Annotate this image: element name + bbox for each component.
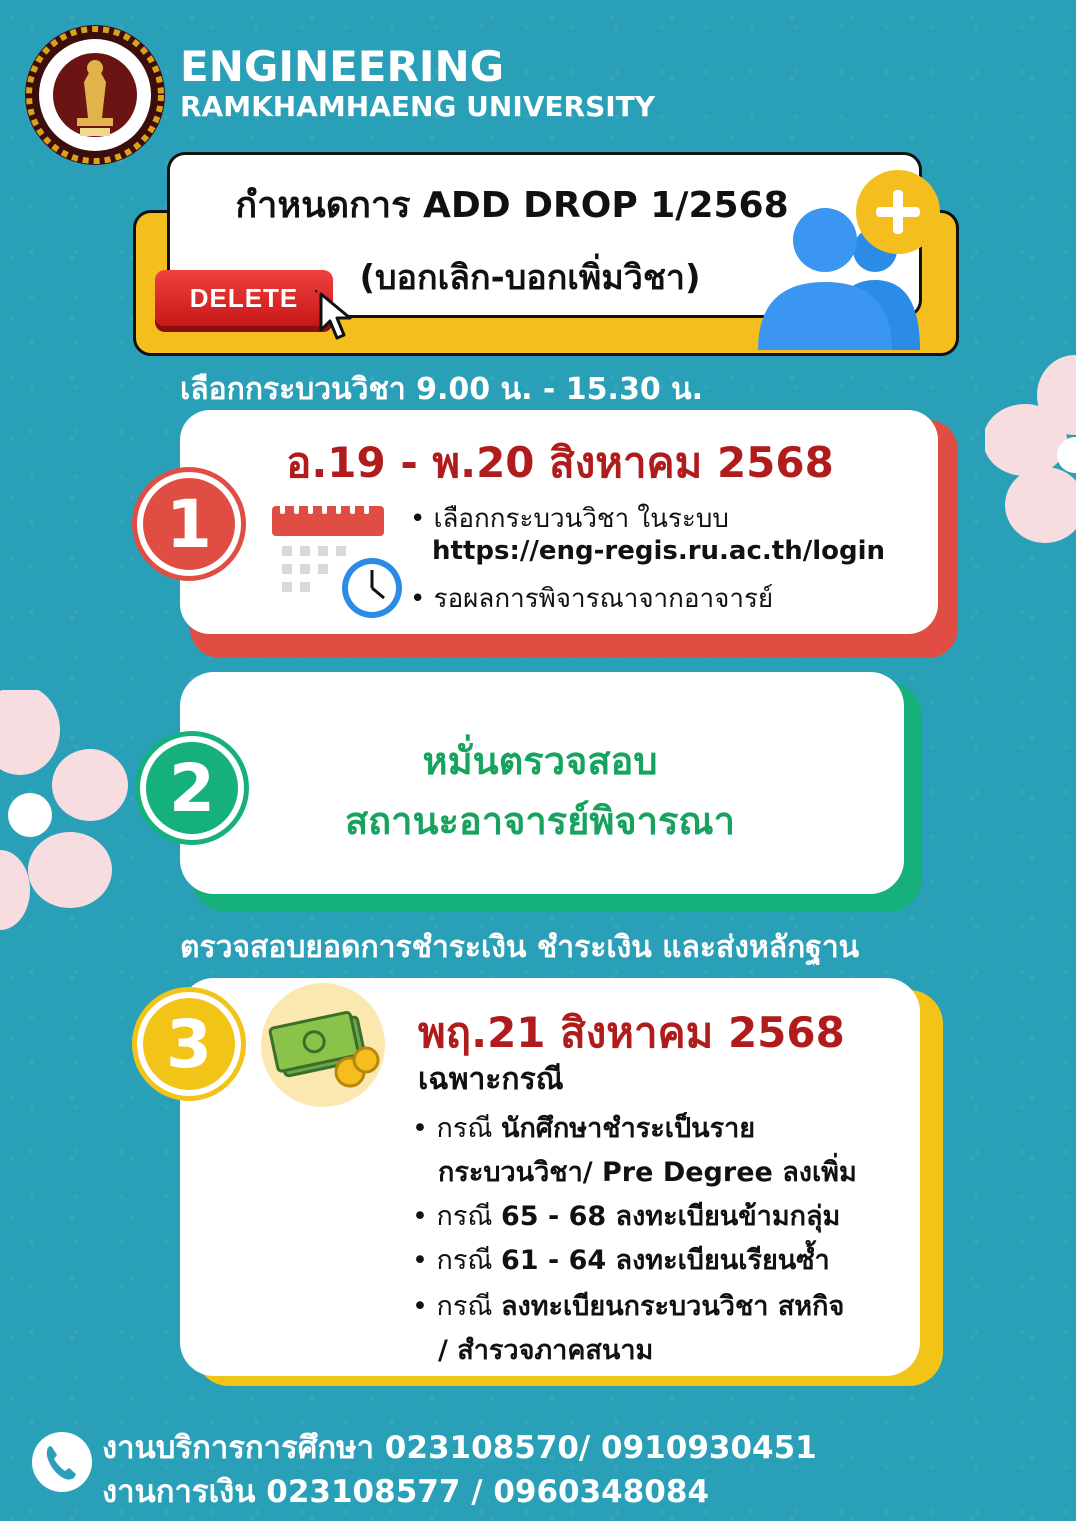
calendar-clock-icon bbox=[268, 498, 408, 622]
add-users-icon bbox=[750, 170, 950, 350]
case-prefix: • กรณี bbox=[412, 1201, 501, 1232]
step2-heading: หมั่นตรวจสอบ bbox=[422, 739, 658, 783]
flower-decoration-left bbox=[0, 690, 130, 940]
flower-decoration-right bbox=[985, 355, 1076, 555]
case-text: ลงทะเบียนกระบวนวิชา สหกิจ bbox=[501, 1291, 845, 1322]
step3-case-item bbox=[412, 1194, 840, 1237]
step2-subheading: สถานะอาจารย์พิจารณา bbox=[344, 799, 736, 843]
education-service-contact: งานบริการการศึกษา 023108570/ 0910930451 bbox=[102, 1430, 817, 1466]
step3-case-item bbox=[412, 1106, 755, 1149]
case-text: / สำรวจภาคสนาม bbox=[438, 1335, 654, 1366]
step1-bullet-wait: • รอผลการพิจารณาจากอาจารย์ bbox=[410, 584, 774, 614]
phone-icon bbox=[30, 1430, 94, 1494]
step1-number-badge: 1 bbox=[137, 472, 241, 576]
finance-contact: งานการเงิน 023108577 / 0960348084 bbox=[102, 1474, 710, 1510]
money-icon bbox=[258, 980, 388, 1110]
step3-only-case: เฉพาะกรณี bbox=[418, 1062, 564, 1097]
brand-title: ENGINEERING bbox=[180, 42, 505, 91]
page-subtitle: (บอกเลิก-บอกเพิ่มวิชา) bbox=[359, 258, 701, 298]
step1-bullet-select: • เลือกกระบวนวิชา ในระบบ bbox=[410, 504, 729, 534]
step3-number-badge: 3 bbox=[137, 992, 241, 1096]
step3-case-item bbox=[438, 1328, 653, 1371]
step1-date: อ.19 - พ.20 สิงหาคม 2568 bbox=[286, 438, 834, 487]
step3-case-item bbox=[412, 1238, 830, 1281]
case-text: กระบวนวิชา/ Pre Degree ลงเพิ่ม bbox=[438, 1157, 857, 1188]
case-text: นักศึกษาชำระเป็นราย bbox=[501, 1113, 756, 1144]
case-prefix: • กรณี bbox=[412, 1291, 501, 1322]
case-text: 65 - 68 ลงทะเบียนข้ามกลุ่ม bbox=[501, 1201, 841, 1232]
payment-instructions: ตรวจสอบยอดการชำระเงิน ชำระเงิน และส่งหลักฐาน bbox=[180, 930, 860, 965]
delete-button[interactable]: DELETE bbox=[155, 270, 333, 326]
registration-time: เลือกกระบวนวิชา 9.00 น. - 15.30 น. bbox=[180, 372, 704, 407]
step3-case-item bbox=[438, 1150, 857, 1193]
case-text: 61 - 64 ลงทะเบียนเรียนซ้ำ bbox=[501, 1245, 830, 1276]
case-prefix: • กรณี bbox=[412, 1113, 501, 1144]
step2-number-badge: 2 bbox=[140, 736, 244, 840]
step3-case-item bbox=[412, 1284, 844, 1327]
registration-link[interactable]: https://eng-regis.ru.ac.th/login bbox=[432, 536, 886, 566]
faculty-seal-logo bbox=[22, 22, 168, 168]
cursor-pointer-icon bbox=[315, 290, 359, 342]
step3-date: พฤ.21 สิงหาคม 2568 bbox=[418, 1008, 845, 1057]
case-prefix: • กรณี bbox=[412, 1245, 501, 1276]
brand-subtitle: RAMKHAMHAENG UNIVERSITY bbox=[180, 90, 656, 123]
page-title: กำหนดการ ADD DROP 1/2568 bbox=[235, 185, 789, 226]
